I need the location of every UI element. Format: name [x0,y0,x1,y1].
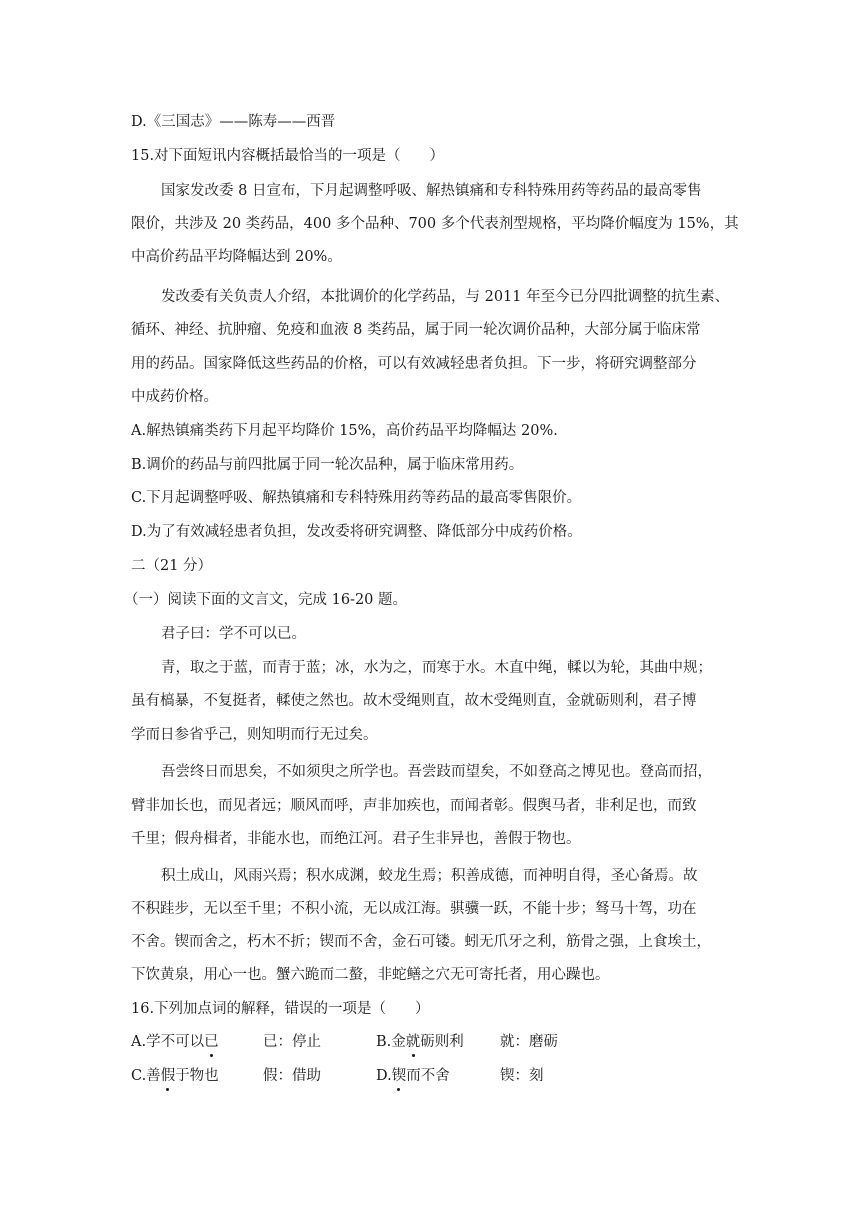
passage-para2-line3: 千里；假舟楫者，非能水也，而绝江河。君子生非异也，善假于物也。 [131,831,581,847]
passage-para3-line3: 不舍。锲而舍之，朽木不折；锲而不舍，金石可镂。蚓无爪牙之利，筋骨之强，上食埃土， [131,934,711,950]
section-heading: 二（21 分） [131,558,213,574]
passage-para3-line2: 不积跬步，无以至千里；不积小流，无以成江海。骐骥一跃，不能十步；驽马十驾，功在 [131,901,697,917]
q15-option-b: B.调价的药品与前四批属于同一轮次品种，属于临床常用药。 [131,457,524,473]
q16-option-c-text: C.善 [131,1068,161,1084]
q15-para1-line2: 限价，共涉及 20 类药品，400 多个品种、700 多个代表剂型规格，平均降价幅度为 15%，其 [131,216,739,232]
q16-option-d-gloss: 锲：刻 [500,1068,544,1084]
q15-option-c: C.下月起调整呼吸、解热镇痛和专科特殊用药等药品的最高零售限价。 [131,490,582,506]
q15-para1-line1: 国家发改委 8 日宣布，下月起调整呼吸、解热镇痛和专科特殊用药等药品的最高零售 [161,183,702,199]
emphasis-dot-char: 锲 [391,1068,407,1084]
passage-para2-line1: 吾尝终日而思矣，不如须臾之所学也。吾尝跂而望矣，不如登高之博见也。登高而招， [161,764,712,780]
q16-option-b [376,1032,464,1052]
q15-option-a: A.解热镇痛类药下月起平均降价 15%，高价药品平均降幅达 20%. [131,423,558,439]
q16-option-d [376,1066,450,1086]
part-heading: （一）阅读下面的文言文，完成 16-20 题。 [124,592,408,608]
q15-para2-line2: 循环、神经、抗肿瘤、免疫和血液 8 类药品，属于同一轮次调价品种，大部分属于临床常 [131,322,701,338]
q16-option-c [131,1066,219,1086]
q16-option-c-rest: 于物也 [175,1068,219,1084]
q16-option-a [131,1032,219,1052]
q15-para2-line1: 发改委有关负责人介绍，本批调价的化学药品，与 2011 年至今已分四批调整的抗生素、 [161,289,730,305]
q15-para2-line4: 中成药价格。 [131,389,218,405]
passage-para1-line2: 虽有槁暴，不复挺者，輮使之然也。故木受绳则直，故木受绳则直，金就砺则利，君子博 [131,693,697,709]
q16-option-d-text: D. [376,1068,392,1084]
passage-para1-line3: 学而日参省乎己，则知明而行无过矣。 [131,727,378,743]
emphasis-dot-char: 假 [160,1068,176,1084]
passage-opening: 君子曰：学不可以已。 [161,626,306,642]
q14-option-d: D.《三国志》——陈寿——西晋 [131,114,336,130]
emphasis-dot-char: 就 [405,1034,421,1050]
passage-para2-line2: 臂非加长也，而见者远；顺风而呼，声非加疾也，而闻者彰。假舆马者，非利足也，而致 [131,798,697,814]
emphasis-dot-char: 已 [204,1034,219,1050]
q15-para1-line3: 中高价药品平均降幅达到 20%。 [131,249,342,265]
passage-para3-line1: 积土成山，风雨兴焉；积水成渊，蛟龙生焉；积善成德，而神明自得，圣心备焉。故 [161,868,698,884]
q15-stem: 15.对下面短讯内容概括最恰当的一项是（ ） [131,148,445,164]
q16-option-b-gloss: 就：磨砺 [500,1034,558,1050]
q15-para2-line3: 用的药品。国家降低这些药品的价格，可以有效减轻患者负担。下一步，将研究调整部分 [131,356,697,372]
passage-para3-line4: 下饮黄泉，用心一也。蟹六跪而二螯，非蛇鳝之穴无可寄托者，用心躁也。 [131,967,610,983]
q16-option-b-rest: 砺则利 [420,1034,464,1050]
q16-stem: 16.下列加点词的解释，错误的一项是（ ） [131,1001,430,1017]
q16-option-d-rest: 而不舍 [406,1068,450,1084]
q16-option-c-gloss: 假：借助 [263,1068,321,1084]
q16-option-b-text: B.金 [376,1034,406,1050]
passage-para1-line1: 青，取之于蓝，而青于蓝；冰，水为之，而寒于水。木直中绳，輮以为轮，其曲中规； [161,660,712,676]
q16-option-a-text: A.学不可以 [131,1034,205,1050]
q15-option-d: D.为了有效减轻患者负担，发改委将研究调整、降低部分中成药价格。 [131,524,582,540]
q16-option-a-gloss: 已：停止 [263,1034,321,1050]
